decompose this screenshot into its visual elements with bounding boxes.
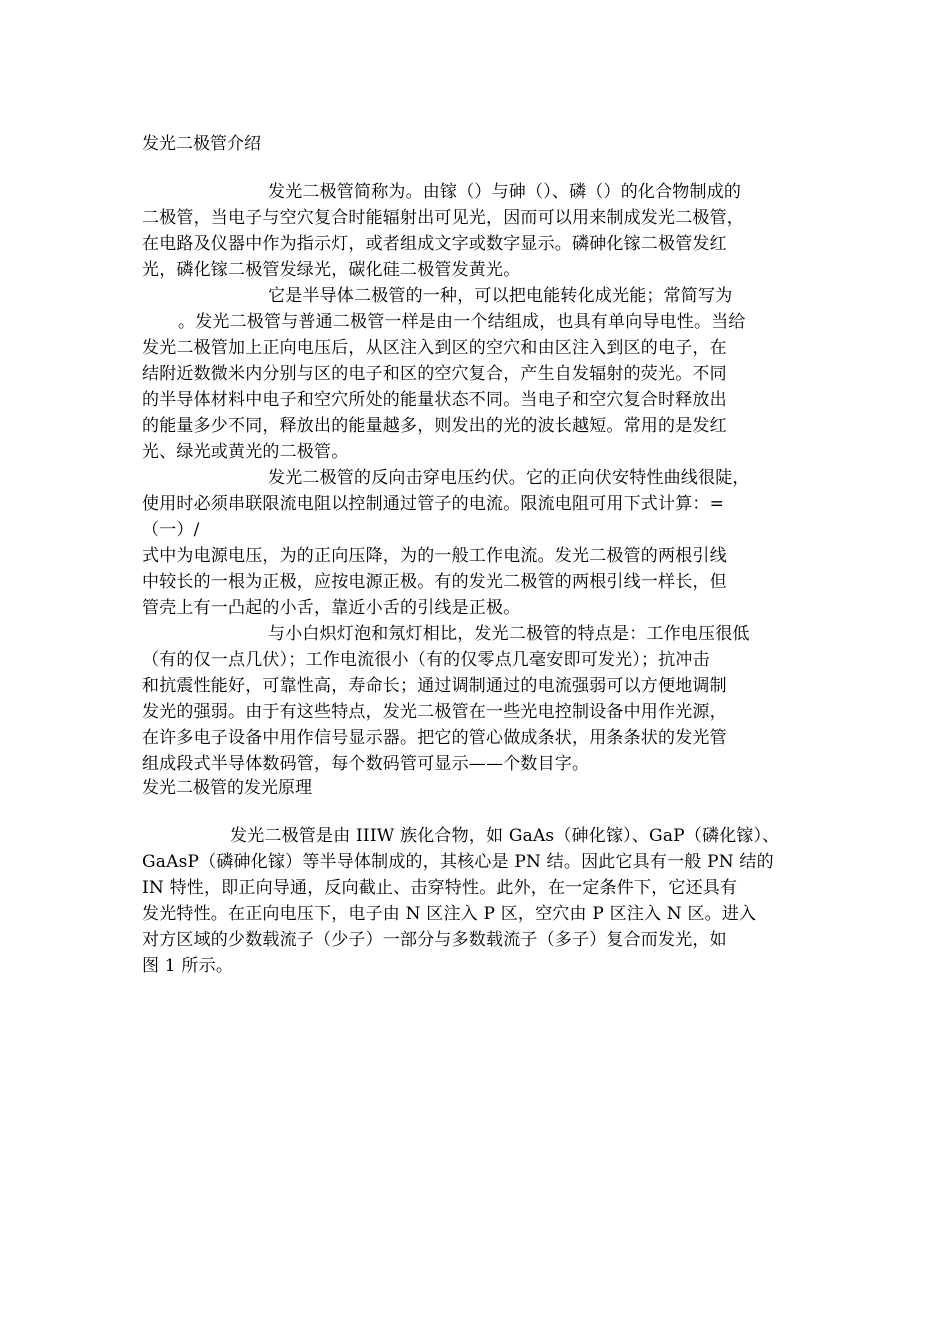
paragraph-line: 发光二极管是由 IIIW 族化合物，如 GaAs（砷化镓）、GaP（磷化镓）、 [230, 826, 780, 846]
formula-line: （一）/ [142, 520, 200, 540]
paragraph-line: 发光二极管加上正向电压后，从区注入到区的空穴和由区注入到区的电子，在 [142, 338, 727, 358]
paragraph-line: 使用时必须串联限流电阻以控制通过管子的电流。限流电阻可用下式计算：= [142, 494, 725, 514]
paragraph-line: 和抗震性能好，可靠性高，寿命长；通过调制通过的电流强弱可以方便地调制 [142, 676, 727, 696]
paragraph-line: （有的仅一点几伏）；工作电流很小（有的仅零点几毫安即可发光）；抗冲击 [142, 650, 710, 670]
paragraph-line: 二极管，当电子与空穴复合时能辐射出可见光，因而可以用来制成发光二极管， [142, 208, 744, 228]
section-heading-intro: 发光二极管介绍 [142, 134, 261, 154]
paragraph-line: 光，磷化镓二极管发绿光，碳化硅二极管发黄光。 [142, 260, 521, 280]
paragraph-line: 与小白炽灯泡和氖灯相比，发光二极管的特点是：工作电压很低 [268, 624, 750, 644]
paragraph-line: GaAsP（磷砷化镓）等半导体制成的，其核心是 PN 结。因此它具有一般 PN 结的 [142, 852, 774, 872]
paragraph-line: 在电路及仪器中作为指示灯，或者组成文字或数字显示。磷砷化镓二极管发红 [142, 234, 727, 254]
section-heading-principle: 发光二极管的发光原理 [142, 778, 312, 798]
paragraph-line: 管壳上有一凸起的小舌，靠近小舌的引线是正极。 [142, 598, 521, 618]
paragraph-line: 的半导体材料中电子和空穴所处的能量状态不同。当电子和空穴复合时释放出 [142, 390, 727, 410]
paragraph-line: 光、绿光或黄光的二极管。 [142, 442, 349, 462]
paragraph-line: 发光二极管的反向击穿电压约伏。它的正向伏安特性曲线很陡， [268, 468, 750, 488]
paragraph-line: 的能量多少不同，释放出的能量越多，则发出的光的波长越短。常用的是发红 [142, 416, 727, 436]
paragraph-line: 图 1 所示。 [142, 956, 234, 976]
paragraph-line: 在许多电子设备中用作信号显示器。把它的管心做成条状，用条条状的发光管 [142, 728, 727, 748]
paragraph-line: 发光的强弱。由于有这些特点，发光二极管在一些光电控制设备中用作光源， [142, 702, 727, 722]
paragraph-line: 它是半导体二极管的一种，可以把电能转化成光能；常简写为 [268, 286, 733, 306]
paragraph-line: 发光二极管简称为。由镓（）与砷（）、磷（）的化合物制成的 [268, 182, 742, 202]
paragraph-line: 结附近数微米内分别与区的电子和区的空穴复合，产生自发辐射的荧光。不同 [142, 364, 727, 384]
paragraph-line: 。发光二极管与普通二极管一样是由一个结组成，也具有单向导电性。当给 [178, 312, 746, 332]
paragraph-line: IN 特性，即正向导通，反向截止、击穿特性。此外，在一定条件下，它还具有 [142, 878, 738, 898]
paragraph-line: 式中为电源电压，为的正向压降，为的一般工作电流。发光二极管的两根引线 [142, 546, 727, 566]
paragraph-line: 发光特性。在正向电压下，电子由 N 区注入 P 区，空穴由 P 区注入 N 区。进入 [142, 904, 757, 924]
paragraph-line: 对方区域的少数载流子（少子）一部分与多数载流子（多子）复合而发光，如 [142, 930, 727, 950]
paragraph-line: 组成段式半导体数码管，每个数码管可显示——个数目字。 [142, 754, 590, 774]
paragraph-line: 中较长的一根为正极，应按电源正极。有的发光二极管的两根引线一样长，但 [142, 572, 727, 592]
